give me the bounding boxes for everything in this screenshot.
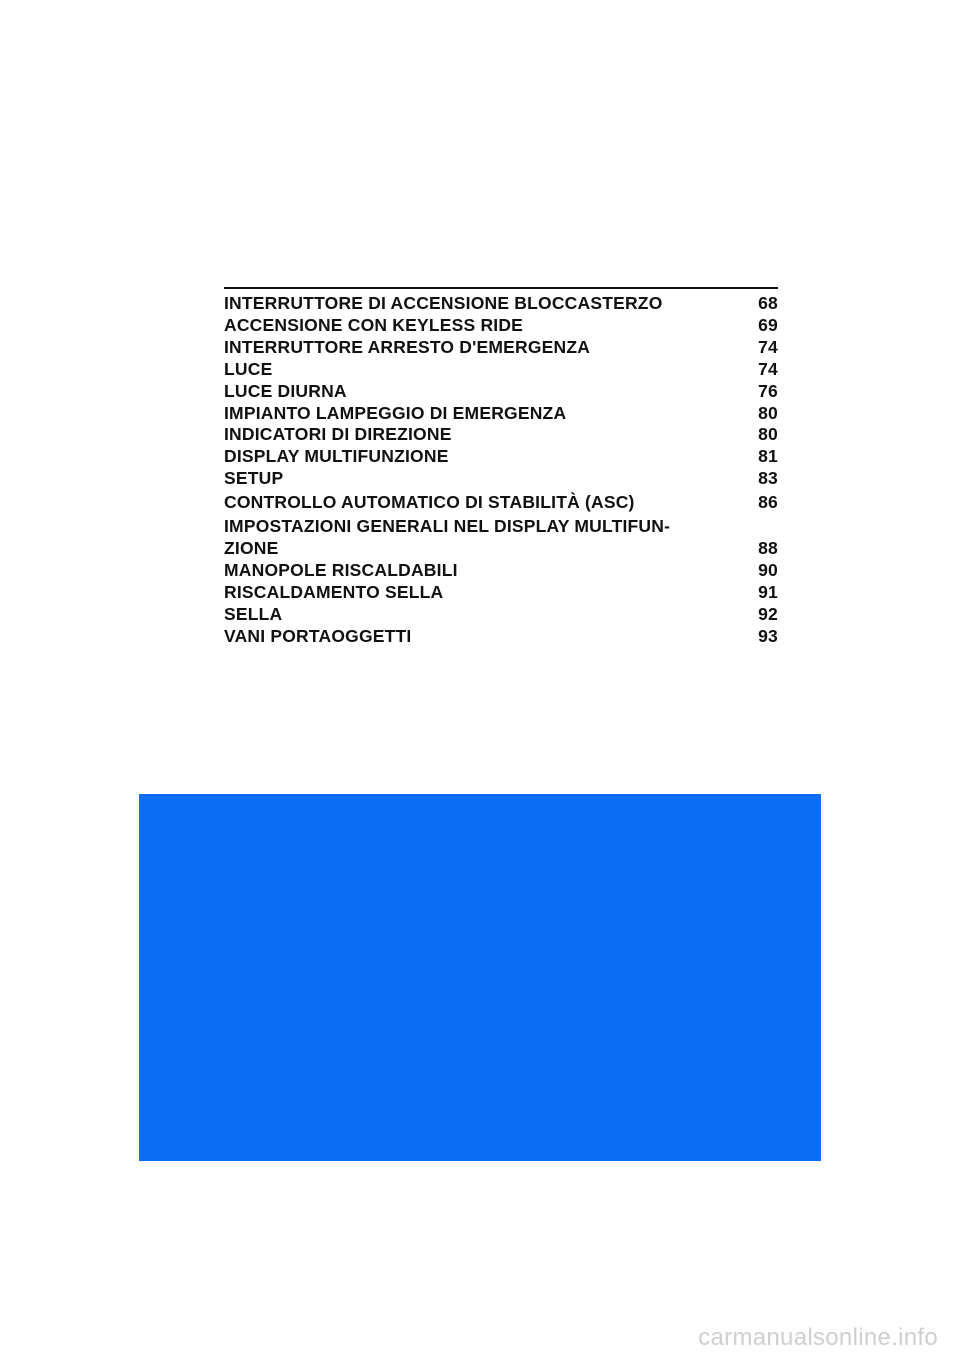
toc-entry-page: 86: [758, 492, 778, 513]
toc-entry[interactable]: [224, 381, 778, 403]
toc-entry[interactable]: [224, 424, 778, 446]
toc-entry[interactable]: [224, 359, 778, 381]
toc-entry[interactable]: [224, 293, 778, 315]
toc-entry-page: 80: [758, 402, 778, 423]
toc-entry-title: SELLA: [224, 603, 283, 624]
toc-entry[interactable]: [224, 446, 778, 468]
toc-entry[interactable]: [224, 315, 778, 337]
toc-entry-page: 68: [758, 293, 778, 313]
toc-entry[interactable]: [224, 560, 778, 582]
toc-entry-title: IMPIANTO LAMPEGGIO DI EMERGENZA: [224, 402, 567, 423]
toc-entry-title: MANOPOLE RISCALDABILI: [224, 559, 458, 580]
toc-entry-title: DISPLAY MULTIFUNZIONE: [224, 446, 449, 467]
toc-entry-title: INTERRUTTORE ARRESTO D'EMERGENZA: [224, 336, 591, 357]
toc-entry-page: 80: [758, 424, 778, 445]
toc-entry-title: RISCALDAMENTO SELLA: [224, 581, 444, 602]
toc-entry-title: SETUP: [224, 468, 284, 489]
toc-entry[interactable]: [224, 468, 778, 490]
toc-entry-page: 74: [758, 336, 778, 357]
toc-entry[interactable]: [224, 403, 778, 425]
toc-entry-page: 88: [758, 537, 778, 558]
watermark: carmanualsonline.info: [698, 1324, 938, 1351]
toc-entry[interactable]: [224, 604, 778, 626]
toc-entry-title: LUCE DIURNA: [224, 380, 347, 401]
toc-entry-title: INTERRUTTORE DI ACCENSIONE BLOCCASTERZO: [224, 293, 663, 313]
toc-entry[interactable]: [224, 626, 778, 648]
table-of-contents: [224, 287, 778, 648]
toc-entry[interactable]: [224, 516, 778, 560]
blue-cover-panel: [139, 794, 821, 1161]
toc-entry-page: 91: [758, 581, 778, 602]
toc-entry-title: CONTROLLO AUTOMATICO DI STABILITÀ (ASC): [224, 492, 635, 513]
toc-entry-page: 90: [758, 559, 778, 580]
toc-entry-title: LUCE: [224, 358, 273, 379]
toc-entry-title-line: IMPOSTAZIONI GENERALI NEL DISPLAY MULTIFUN-: [224, 516, 671, 537]
toc-entry-title: VANI PORTAOGGETTI: [224, 625, 412, 646]
toc-entry[interactable]: [224, 492, 778, 514]
toc-entry-page: 74: [758, 358, 778, 379]
toc-entry-page: 76: [758, 380, 778, 401]
toc-entry-page: 92: [758, 603, 778, 624]
toc-entry-page: 69: [758, 314, 778, 335]
toc-entry-page: 83: [758, 468, 778, 489]
toc-entry[interactable]: [224, 582, 778, 604]
toc-entry-title: INDICATORI DI DIREZIONE: [224, 424, 452, 445]
toc-entry-page: 81: [758, 446, 778, 467]
toc-entry-page: 93: [758, 625, 778, 646]
toc-entry-title-line: ZIONE: [224, 537, 279, 558]
toc-entry[interactable]: [224, 337, 778, 359]
toc-entry-title: [224, 516, 738, 560]
toc-entry-title: ACCENSIONE CON KEYLESS RIDE: [224, 314, 524, 335]
